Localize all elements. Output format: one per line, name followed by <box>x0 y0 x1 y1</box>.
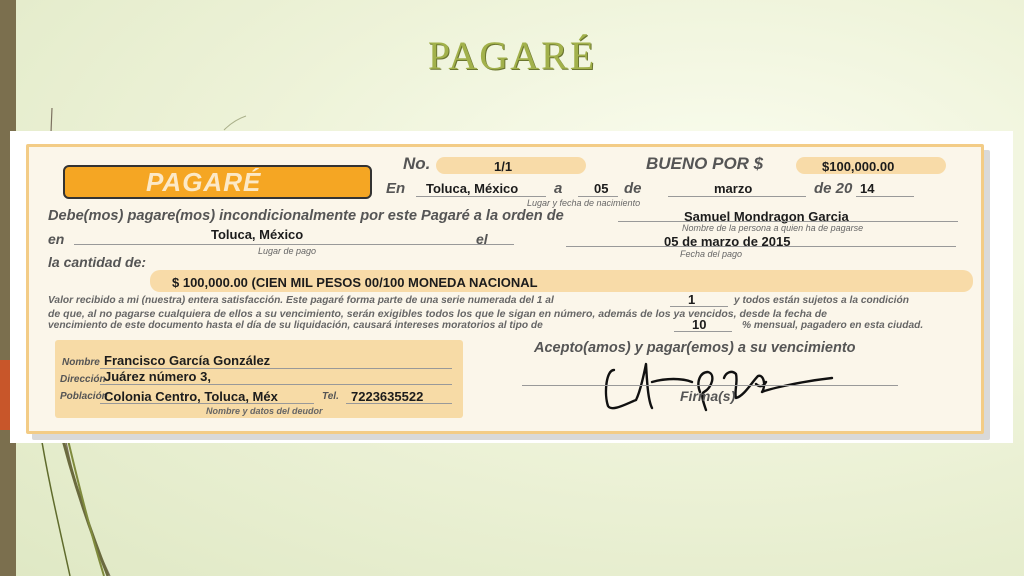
year-prefix: de 20 <box>814 180 853 197</box>
payee-value: Samuel Mondragon Garcia <box>684 209 849 224</box>
amount-label: la cantidad de: <box>48 254 147 270</box>
pay-date-value: 05 de marzo de 2015 <box>664 234 791 249</box>
signature-line <box>522 385 898 386</box>
pay-place-value: Toluca, México <box>211 227 304 242</box>
en-label-2: en <box>48 231 65 247</box>
terms-line-3a: vencimiento de este documento hasta el día de su liquidación, causará intereses moratorios al tipo de <box>48 320 543 331</box>
series-total: 1 <box>688 292 696 307</box>
year-suffix: 14 <box>860 181 875 196</box>
logo-text: PAGARÉ <box>146 167 262 197</box>
no-value: 1/1 <box>494 159 513 174</box>
place-line <box>416 196 546 197</box>
pay-place-caption: Lugar de pago <box>258 246 317 256</box>
signature-icon <box>596 352 846 414</box>
en-label: En <box>386 180 406 197</box>
debtor-tel-label: Tel. <box>322 391 339 402</box>
amount-words: $ 100,000.00 (CIEN MIL PESOS 00/100 MONEDA NACIONAL <box>172 275 538 290</box>
debtor-tel: 7223635522 <box>351 389 424 404</box>
debtor-name-label: Nombre <box>62 357 100 368</box>
interest-rate: 10 <box>692 317 707 332</box>
debtor-address-line <box>100 384 452 385</box>
pay-place-line <box>74 244 514 245</box>
bueno-value: $100,000.00 <box>822 159 895 174</box>
month-line <box>668 196 806 197</box>
de-label: de <box>624 180 642 197</box>
year-line <box>856 196 914 197</box>
signature-caption: Firma(s) <box>680 388 736 404</box>
terms-line-1a: Valor recibido a mi (nuestra) entera satisfacción. Este pagaré forma parte de una serie numerada del 1 al <box>48 295 554 306</box>
series-line <box>670 306 728 307</box>
promise-text: Debe(mos) pagare(mos) incondicionalmente por este Pagaré a la orden de <box>48 208 564 224</box>
place-value: Toluca, México <box>426 181 519 196</box>
terms-line-3b: % mensual, pagadero en esta ciudad. <box>742 320 924 331</box>
debtor-town-label: Población <box>60 391 108 402</box>
bueno-label: BUENO POR $ <box>646 154 764 173</box>
day-value: 05 <box>594 181 609 196</box>
accept-text: Acepto(amos) y pagar(emos) a su vencimiento <box>534 340 856 356</box>
debtor-address: Juárez número 3, <box>104 369 211 384</box>
terms-line-2: de que, al no pagarse cualquiera de ellos a su vencimiento, serán exigibles todos los que le sigan en número, además de los ya vencidos, desde la fecha de <box>48 308 828 320</box>
no-label: No. <box>403 154 431 173</box>
debtor-tel-line <box>346 403 452 404</box>
pay-date-caption: Fecha del pago <box>680 249 743 259</box>
payee-caption: Nombre de la persona a quien ha de pagarse <box>682 223 864 233</box>
debtor-town-line <box>100 403 314 404</box>
interest-line <box>674 331 732 332</box>
a-label: a <box>554 180 563 197</box>
debtor-caption: Nombre y datos del deudor <box>206 406 323 416</box>
month-value: marzo <box>714 181 753 196</box>
debtor-address-label: Dirección <box>60 374 106 385</box>
el-label: el <box>476 231 488 247</box>
payee-line <box>618 221 958 222</box>
debtor-name: Francisco García González <box>104 353 271 368</box>
left-accent-block <box>0 360 10 430</box>
pay-date-line <box>566 246 956 247</box>
slide-title: PAGARÉ <box>427 33 597 78</box>
debtor-town: Colonia Centro, Toluca, Méx <box>104 389 278 404</box>
day-line <box>578 196 618 197</box>
place-date-caption: Lugar y fecha de nacimiento <box>527 198 641 208</box>
terms-line-1b: y todos están sujetos a la condición <box>734 295 909 306</box>
